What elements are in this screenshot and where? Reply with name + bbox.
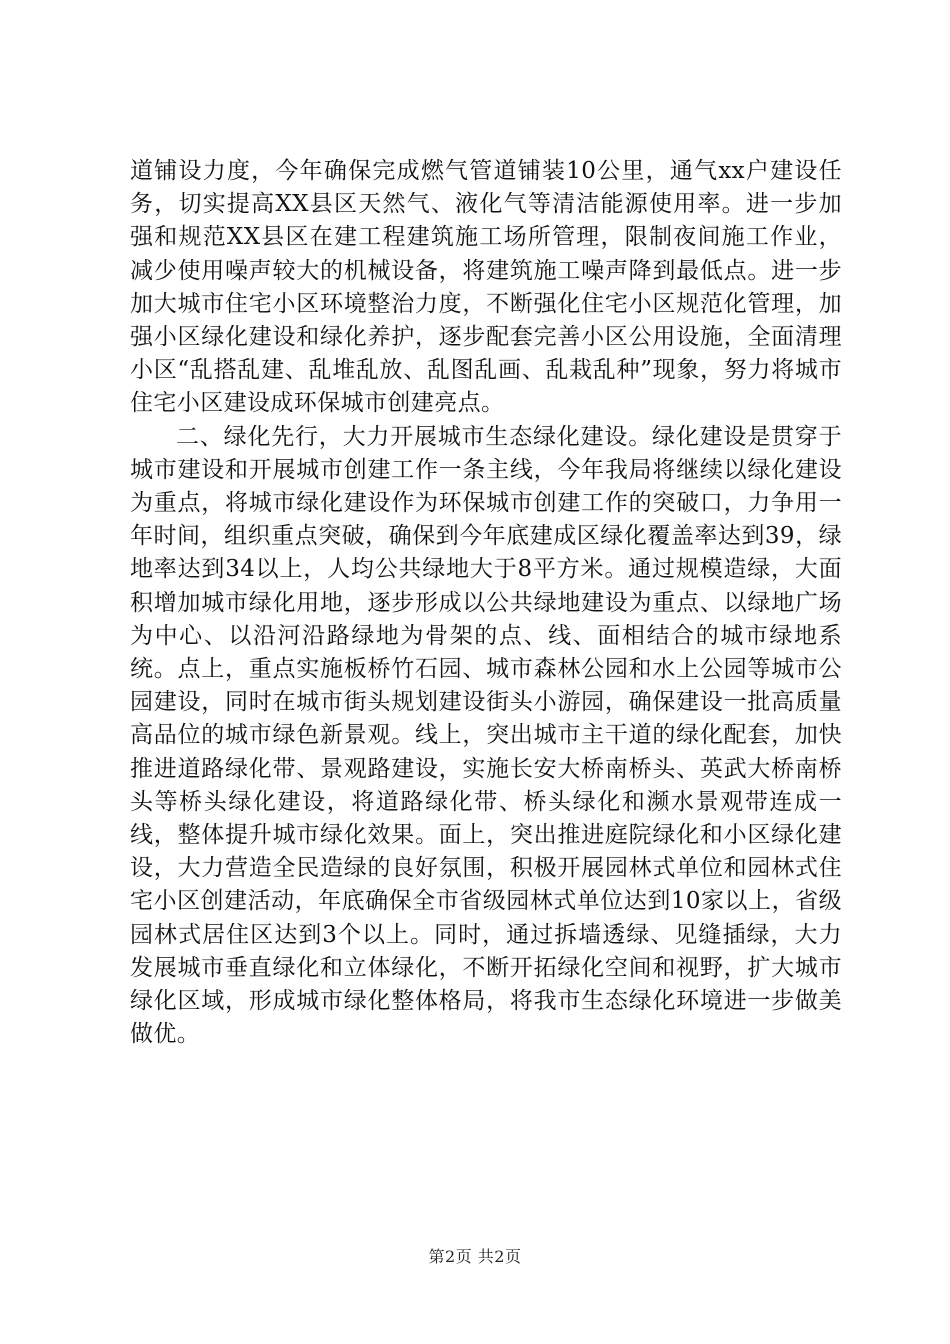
paragraph-continuation: 道铺设力度，今年确保完成燃气管道铺装10公里，通气xx户建设任务，切实提高XX县区天然气、液化气等清洁能源使用率。进一步加强和规范XX县区在建工程建筑施工场所管理，限制夜间施工作业，减少使用噪声较大的机械设备，将建筑施工噪声降到最低点。进一步加大城市住宅小区环境整治力度，不断强化住宅小区规范化管理，加强小区绿化建设和绿化养护，逐步配套完善小区公用设施，全面清理小区“乱搭乱建、乱堆乱放、乱图乱画、乱栽乱种”现象，努力将城市住宅小区建设成环保城市创建亮点。 (130, 158, 842, 417)
page-number-footer: 第2页 共2页 (428, 1247, 522, 1266)
document-body (130, 155, 842, 1051)
paragraph-greening: 二、绿化先行，大力开展城市生态绿化建设。绿化建设是贯穿于城市建设和开展城市创建工作一条主线，今年我局将继续以绿化建设为重点，将城市绿化建设作为环保城市创建工作的突破口，力争用一年时间，组织重点突破，确保到今年底建成区绿化覆盖率达到39，绿地率达到34以上，人均公共绿地大于8平方米。通过规模造绿，大面积增加城市绿化用地，逐步形成以公共绿地建设为重点、以绿地广场为中心、以沿河沿路绿地为骨架的点、线、面相结合的城市绿地系统。点上，重点实施板桥竹石园、城市森林公园和水上公园等城市公园建设，同时在城市街头规划建设街头小游园，确保建设一批高质量高品位的城市绿色新景观。线上，突出城市主干道的绿化配套，加快推进道路绿化带、景观路建设，实施长安大桥南桥头、英武大桥南桥头等桥头绿化建设，将道路绿化带、桥头绿化和濒水景观带连成一线，整体提升城市绿化效果。面上，突出推进庭院绿化和小区绿化建设，大力营造全民造绿的良好氛围，积极开展园林式单位和园林式住宅小区创建活动，年底确保全市省级园林式单位达到10家以上，省级园林式居住区达到3个以上。同时，通过拆墙透绿、见缝插绿，大力发展城市垂直绿化和立体绿化，不断开拓绿化空间和视野，扩大城市绿化区域，形成城市绿化整体格局，将我市生态绿化环境进一步做美做优。 (130, 423, 842, 1048)
